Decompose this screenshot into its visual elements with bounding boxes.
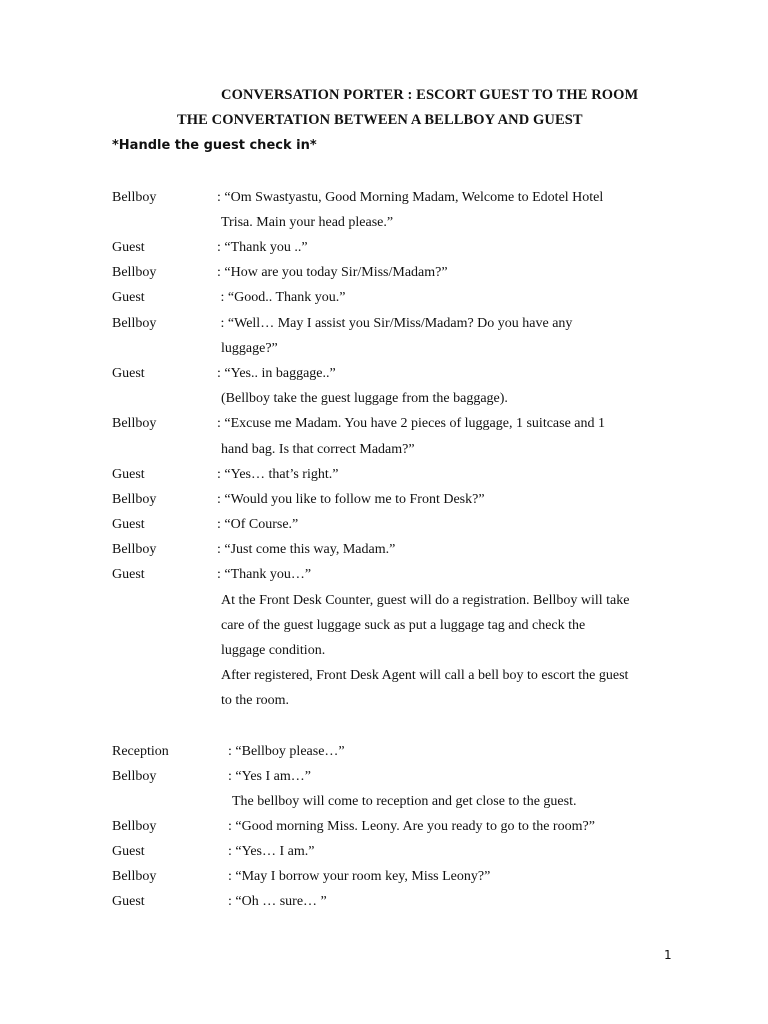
page-number: 1 [664, 948, 672, 962]
dialogue-line: : “May I borrow your room key, Miss Leony?” [228, 869, 491, 884]
speaker-label: Bellboy [112, 542, 157, 557]
dialogue-line: : “Yes I am…” [228, 769, 311, 784]
narration-line: After registered, Front Desk Agent will call a bell boy to escort the guest [221, 668, 629, 683]
speaker-label: Bellboy [112, 869, 157, 884]
dialogue-line: : “Would you like to follow me to Front Desk?” [217, 492, 485, 507]
speaker-label: Guest [112, 894, 145, 909]
dialogue-line: : “Bellboy please…” [228, 744, 345, 759]
speaker-label: Guest [112, 517, 145, 532]
speaker-label: Bellboy [112, 416, 157, 431]
dialogue-line: : “How are you today Sir/Miss/Madam?” [217, 265, 448, 280]
dialogue-line: Trisa. Main your head please.” [221, 215, 394, 230]
narration-line: care of the guest luggage suck as put a luggage tag and check the [221, 618, 586, 633]
narration-line: The bellboy will come to reception and get close to the guest. [232, 794, 577, 809]
speaker-label: Guest [112, 290, 145, 305]
speaker-label: Bellboy [112, 492, 157, 507]
narration-line: luggage condition. [221, 643, 326, 658]
speaker-label: Reception [112, 744, 169, 759]
document-title: CONVERSATION PORTER : ESCORT GUEST TO THE ROOM [221, 87, 639, 103]
dialogue-line: hand bag. Is that correct Madam?” [221, 442, 415, 457]
narration-line: to the room. [221, 693, 290, 708]
speaker-label: Guest [112, 567, 145, 582]
speaker-label: Bellboy [112, 265, 157, 280]
dialogue-line: : “Oh … sure… ” [228, 894, 327, 909]
dialogue-line: : “Excuse me Madam. You have 2 pieces of luggage, 1 suitcase and 1 [217, 416, 606, 431]
speaker-label: Bellboy [112, 819, 157, 834]
speaker-label: Guest [112, 240, 145, 255]
dialogue-line: luggage?” [221, 341, 278, 356]
dialogue-line: : “Yes… that’s right.” [217, 467, 339, 482]
speaker-label: Guest [112, 467, 145, 482]
speaker-label: Guest [112, 366, 145, 381]
document-subtitle: THE CONVERTATION BETWEEN A BELLBOY AND GUEST [177, 112, 583, 128]
speaker-label: Bellboy [112, 190, 157, 205]
dialogue-line: : “Thank you…” [217, 567, 312, 582]
dialogue-line: : “Thank you ..” [217, 240, 308, 255]
dialogue-line: : “Om Swastyastu, Good Morning Madam, Welcome to Edotel Hotel [217, 190, 604, 205]
dialogue-line: : “Good morning Miss. Leony. Are you ready to go to the room?” [228, 819, 595, 834]
speaker-label: Bellboy [112, 769, 157, 784]
dialogue-line: : “Yes… I am.” [228, 844, 315, 859]
dialogue-line: : “Of Course.” [217, 517, 299, 532]
dialogue-line: : “Well… May I assist you Sir/Miss/Madam? Do you have any [217, 316, 573, 331]
section-heading: *Handle the guest check in* [112, 138, 317, 153]
dialogue-line: : “Yes.. in baggage..” [217, 366, 336, 381]
speaker-label: Guest [112, 844, 145, 859]
dialogue-line: : “Good.. Thank you.” [217, 290, 346, 305]
stage-direction: (Bellboy take the guest luggage from the baggage). [221, 391, 508, 406]
dialogue-line: : “Just come this way, Madam.” [217, 542, 396, 557]
narration-line: At the Front Desk Counter, guest will do a registration. Bellboy will take [221, 593, 630, 608]
speaker-label: Bellboy [112, 316, 157, 331]
